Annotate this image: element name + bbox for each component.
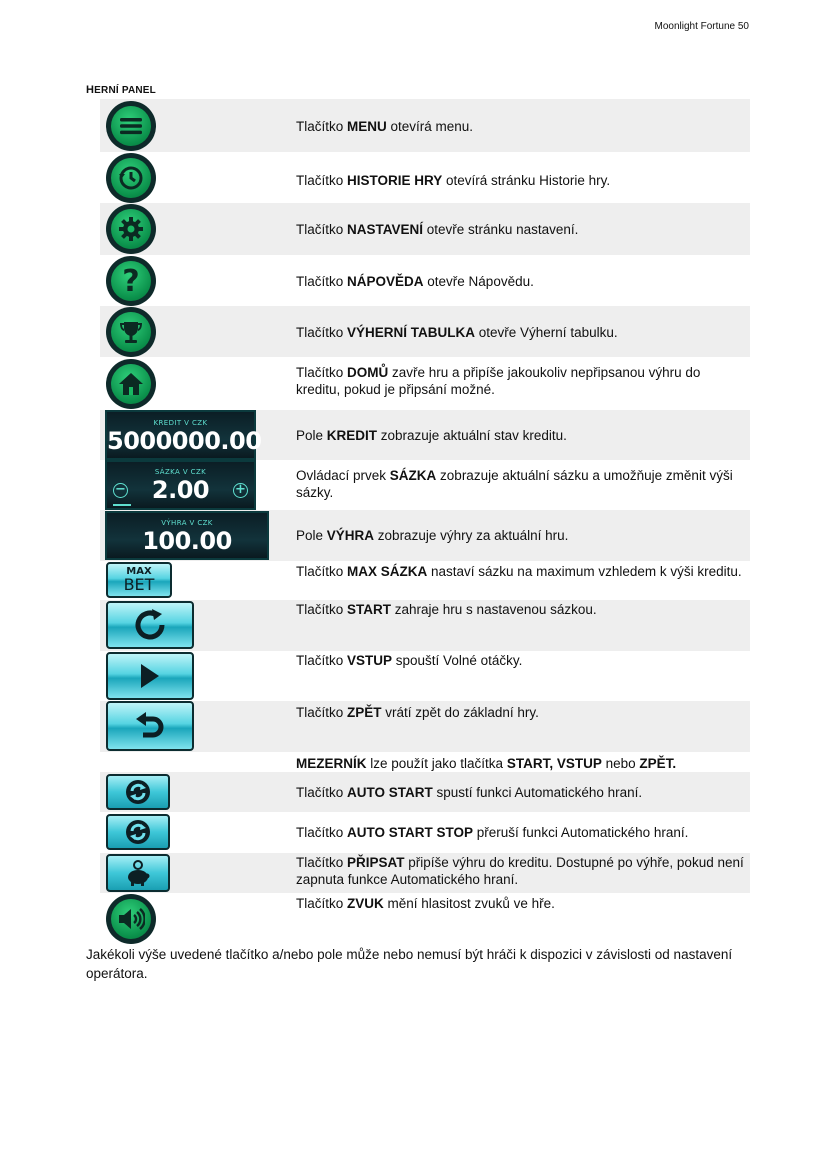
row-text: Tlačítko MAX SÁZKA nastaví sázku na maximum vzhledem k výši kreditu. [296,564,742,579]
credit-label: KREDIT V CZK [153,419,208,427]
row-enter [100,651,750,701]
history-clock-icon [111,158,151,198]
row-text: Tlačítko DOMŮ zavře hru a připíše jakoukoliv nepřipsanou výhru do kreditu, pokud je připsání možné. [296,365,701,397]
document-header-title: Moonlight Fortune 50 [654,21,749,32]
row-start [100,600,750,651]
sound-button[interactable] [106,894,156,944]
paytable-button[interactable] [106,307,156,357]
gear-icon [111,209,151,249]
row-collect [100,853,750,893]
menu-button[interactable] [106,101,156,151]
row-text: Tlačítko VÝHERNÍ TABULKA otevře Výherní tabulku. [296,325,618,340]
help-button[interactable] [106,256,156,306]
win-field [105,511,269,560]
row-auto-start-stop [100,812,750,853]
back-button[interactable] [106,701,194,751]
row-text: Tlačítko PŘIPSAT připíše výhru do kreditu. Dostupné po výhře, pokud není zapnuta funkce Automatického hraní. [296,855,744,887]
row-text: Tlačítko ZPĚT vrátí zpět do základní hry. [296,705,539,720]
row-menu [100,99,750,152]
question-mark-icon: ? [111,261,151,301]
bet-value: 2.00 [151,476,210,504]
settings-button[interactable] [106,204,156,254]
minus-icon[interactable]: − [113,483,128,498]
row-spacebar [100,752,750,772]
row-credit [100,410,750,460]
home-button[interactable] [106,359,156,409]
availability-note: Jakékoli výše uvedené tlačítko a/nebo pole může nebo nemusí být hráči k dispozici v závislosti od nastavení operátora. [86,947,733,981]
row-text: Tlačítko NÁPOVĚDA otevře Nápovědu. [296,274,534,289]
history-button[interactable] [106,153,156,203]
row-text: Ovládací prvek SÁZKA zobrazuje aktuální sázku a umožňuje změnit výši sázky. [296,468,733,500]
row-text: Tlačítko AUTO START spustí funkci Automatického hraní. [296,785,643,800]
row-back [100,701,750,752]
section-title-rest: ERNÍ PANEL [94,85,156,96]
row-home [100,357,750,410]
credit-value: 5000000.00 [107,427,262,455]
row-text: Tlačítko HISTORIE HRY otevírá stránku Historie hry. [296,173,611,188]
row-text: Tlačítko VSTUP spouští Volné otáčky. [296,653,523,668]
section-title-initial: H [86,84,95,96]
auto-start-button[interactable] [106,774,170,810]
max-bet-label-top: MAX [126,566,152,577]
play-icon [137,661,163,691]
speaker-icon [111,899,151,939]
row-text: Tlačítko AUTO START STOP přeruší funkci Automatického hraní. [296,825,689,840]
row-history [100,152,750,203]
row-auto-start [100,772,750,812]
row-settings [100,203,750,255]
row-text: Pole KREDIT zobrazuje aktuální stav kreditu. [296,428,567,443]
bet-control [105,460,256,510]
credit-field [105,410,262,460]
spin-arrow-icon [130,605,170,645]
section-title [86,84,156,96]
row-text: Pole VÝHRA zobrazuje výhry za aktuální hru. [296,528,569,543]
plus-icon[interactable]: + [233,483,248,498]
home-icon [111,364,151,404]
enter-button[interactable] [106,652,194,700]
row-bet [100,460,750,510]
trophy-icon [111,312,151,352]
autoplay-icon [124,778,152,806]
row-text: Tlačítko ZVUK mění hlasitost zvuků ve hře. [296,896,555,911]
row-text: MEZERNÍK lze použít jako tlačítka START, VSTUP nebo ZPĚT. [296,756,677,771]
auto-start-stop-button[interactable] [106,814,170,850]
game-panel-table [100,99,750,945]
row-max-bet [100,561,750,600]
row-text: Tlačítko MENU otevírá menu. [296,119,474,134]
win-label: VÝHRA V CZK [161,519,213,527]
hamburger-icon [111,106,151,146]
row-help [100,255,750,306]
row-sound [100,893,750,945]
autoplay-stop-icon [124,818,152,846]
piggy-bank-icon [123,858,153,888]
row-paytable [100,306,750,357]
max-bet-button[interactable] [106,562,172,598]
row-win [100,510,750,561]
bet-label: SÁZKA V CZK [154,468,207,476]
collect-button[interactable] [106,854,170,892]
start-button[interactable] [106,601,194,649]
underline-indicator [113,504,131,506]
return-arrow-icon [133,709,167,743]
win-value: 100.00 [142,527,232,555]
max-bet-label-bottom: BET [123,575,155,594]
row-text: Tlačítko START zahraje hru s nastavenou sázkou. [296,602,597,617]
row-text: Tlačítko NASTAVENÍ otevře stránku nastavení. [296,222,579,237]
